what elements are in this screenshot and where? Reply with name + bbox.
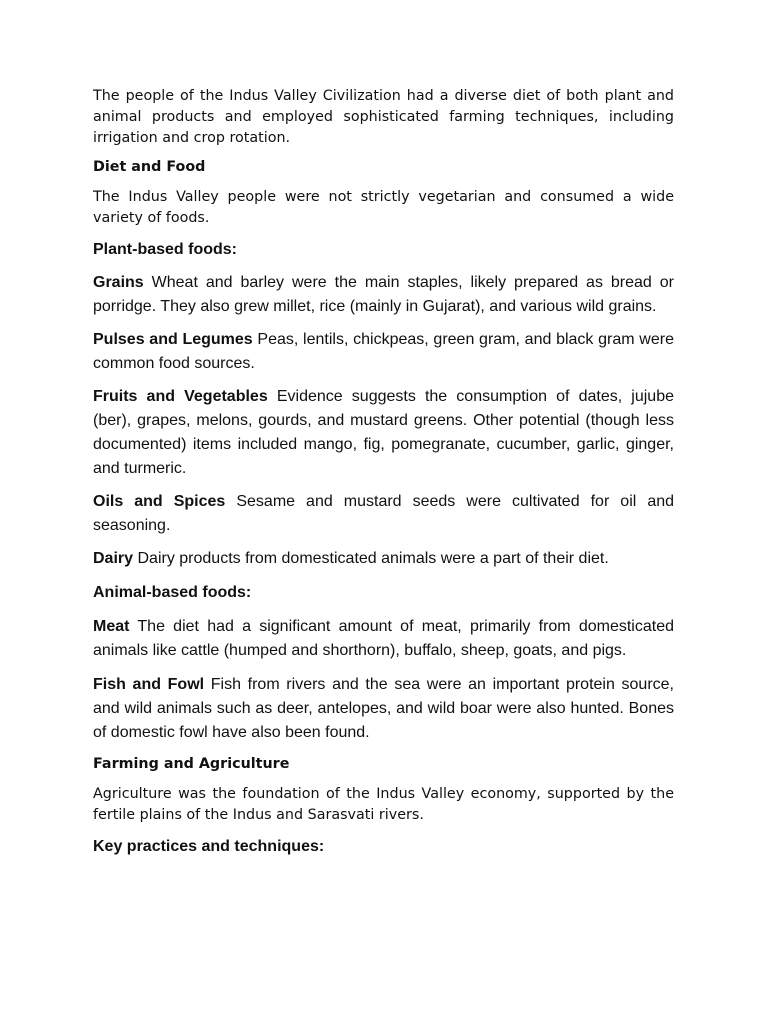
heading-animal-based-foods: Animal-based foods: [93,584,252,601]
term-pulses: Pulses and Legumes [93,331,253,348]
paragraph-dairy [93,547,674,571]
text-fish-fowl: Fish from rivers and the sea were an important protein source, and wild animals such as deer, antelopes, and wild boar were also hunted. Bones of domestic fowl have also been found. [93,676,674,741]
term-dairy: Dairy [93,550,134,567]
paragraph-fruits-vegetables [93,385,674,481]
paragraph-grains [93,271,674,319]
text-grains: Wheat and barley were the main staples, likely prepared as bread or porridge. They also grew millet, rice (mainly in Gujarat), and various wild grains. [93,274,674,315]
term-oils-spices: Oils and Spices [93,493,226,510]
document-page [93,86,674,859]
term-meat: Meat [93,618,130,635]
text-pulses: Peas, lentils, chickpeas, green gram, and black gram were common food sources. [93,331,674,372]
term-grains: Grains [93,274,144,291]
heading-diet-and-food: Diet and Food [93,159,206,175]
intro-paragraph: The people of the Indus Valley Civilization had a diverse diet of both plant and animal products and employed sophisticated farming techniques, including irrigation and crop rotation. [93,88,674,146]
text-fruits-vegetables: Evidence suggests the consumption of dates, jujube (ber), grapes, melons, gourds, and mustard greens. Other potential (though less documented) items included mango, fig, pomegranate, cucumber, garlic, ginger, and turmeric. [93,388,675,477]
term-fruits-vegetables: Fruits and Vegetables [93,388,268,405]
paragraph-pulses [93,328,674,376]
paragraph-meat [93,615,674,663]
heading-key-practices: Key practices and techniques: [93,838,325,855]
diet-paragraph: The Indus Valley people were not strictly vegetarian and consumed a wide variety of foods. [93,189,674,226]
heading-plant-based-foods: Plant-based foods: [93,241,238,258]
farming-paragraph: Agriculture was the foundation of the Indus Valley economy, supported by the fertile plains of the Indus and Sarasvati rivers. [93,786,674,823]
text-oils-spices: Sesame and mustard seeds were cultivated for oil and seasoning. [93,493,675,534]
term-fish-fowl: Fish and Fowl [93,676,205,693]
paragraph-oils-spices [93,490,674,538]
paragraph-fish-fowl [93,673,674,745]
heading-farming-agriculture: Farming and Agriculture [93,756,290,772]
text-dairy: Dairy products from domesticated animals were a part of their diet. [137,550,609,567]
text-meat: The diet had a significant amount of meat, primarily from domesticated animals like cattle (humped and shorthorn), buffalo, sheep, goats, and pigs. [93,618,675,659]
